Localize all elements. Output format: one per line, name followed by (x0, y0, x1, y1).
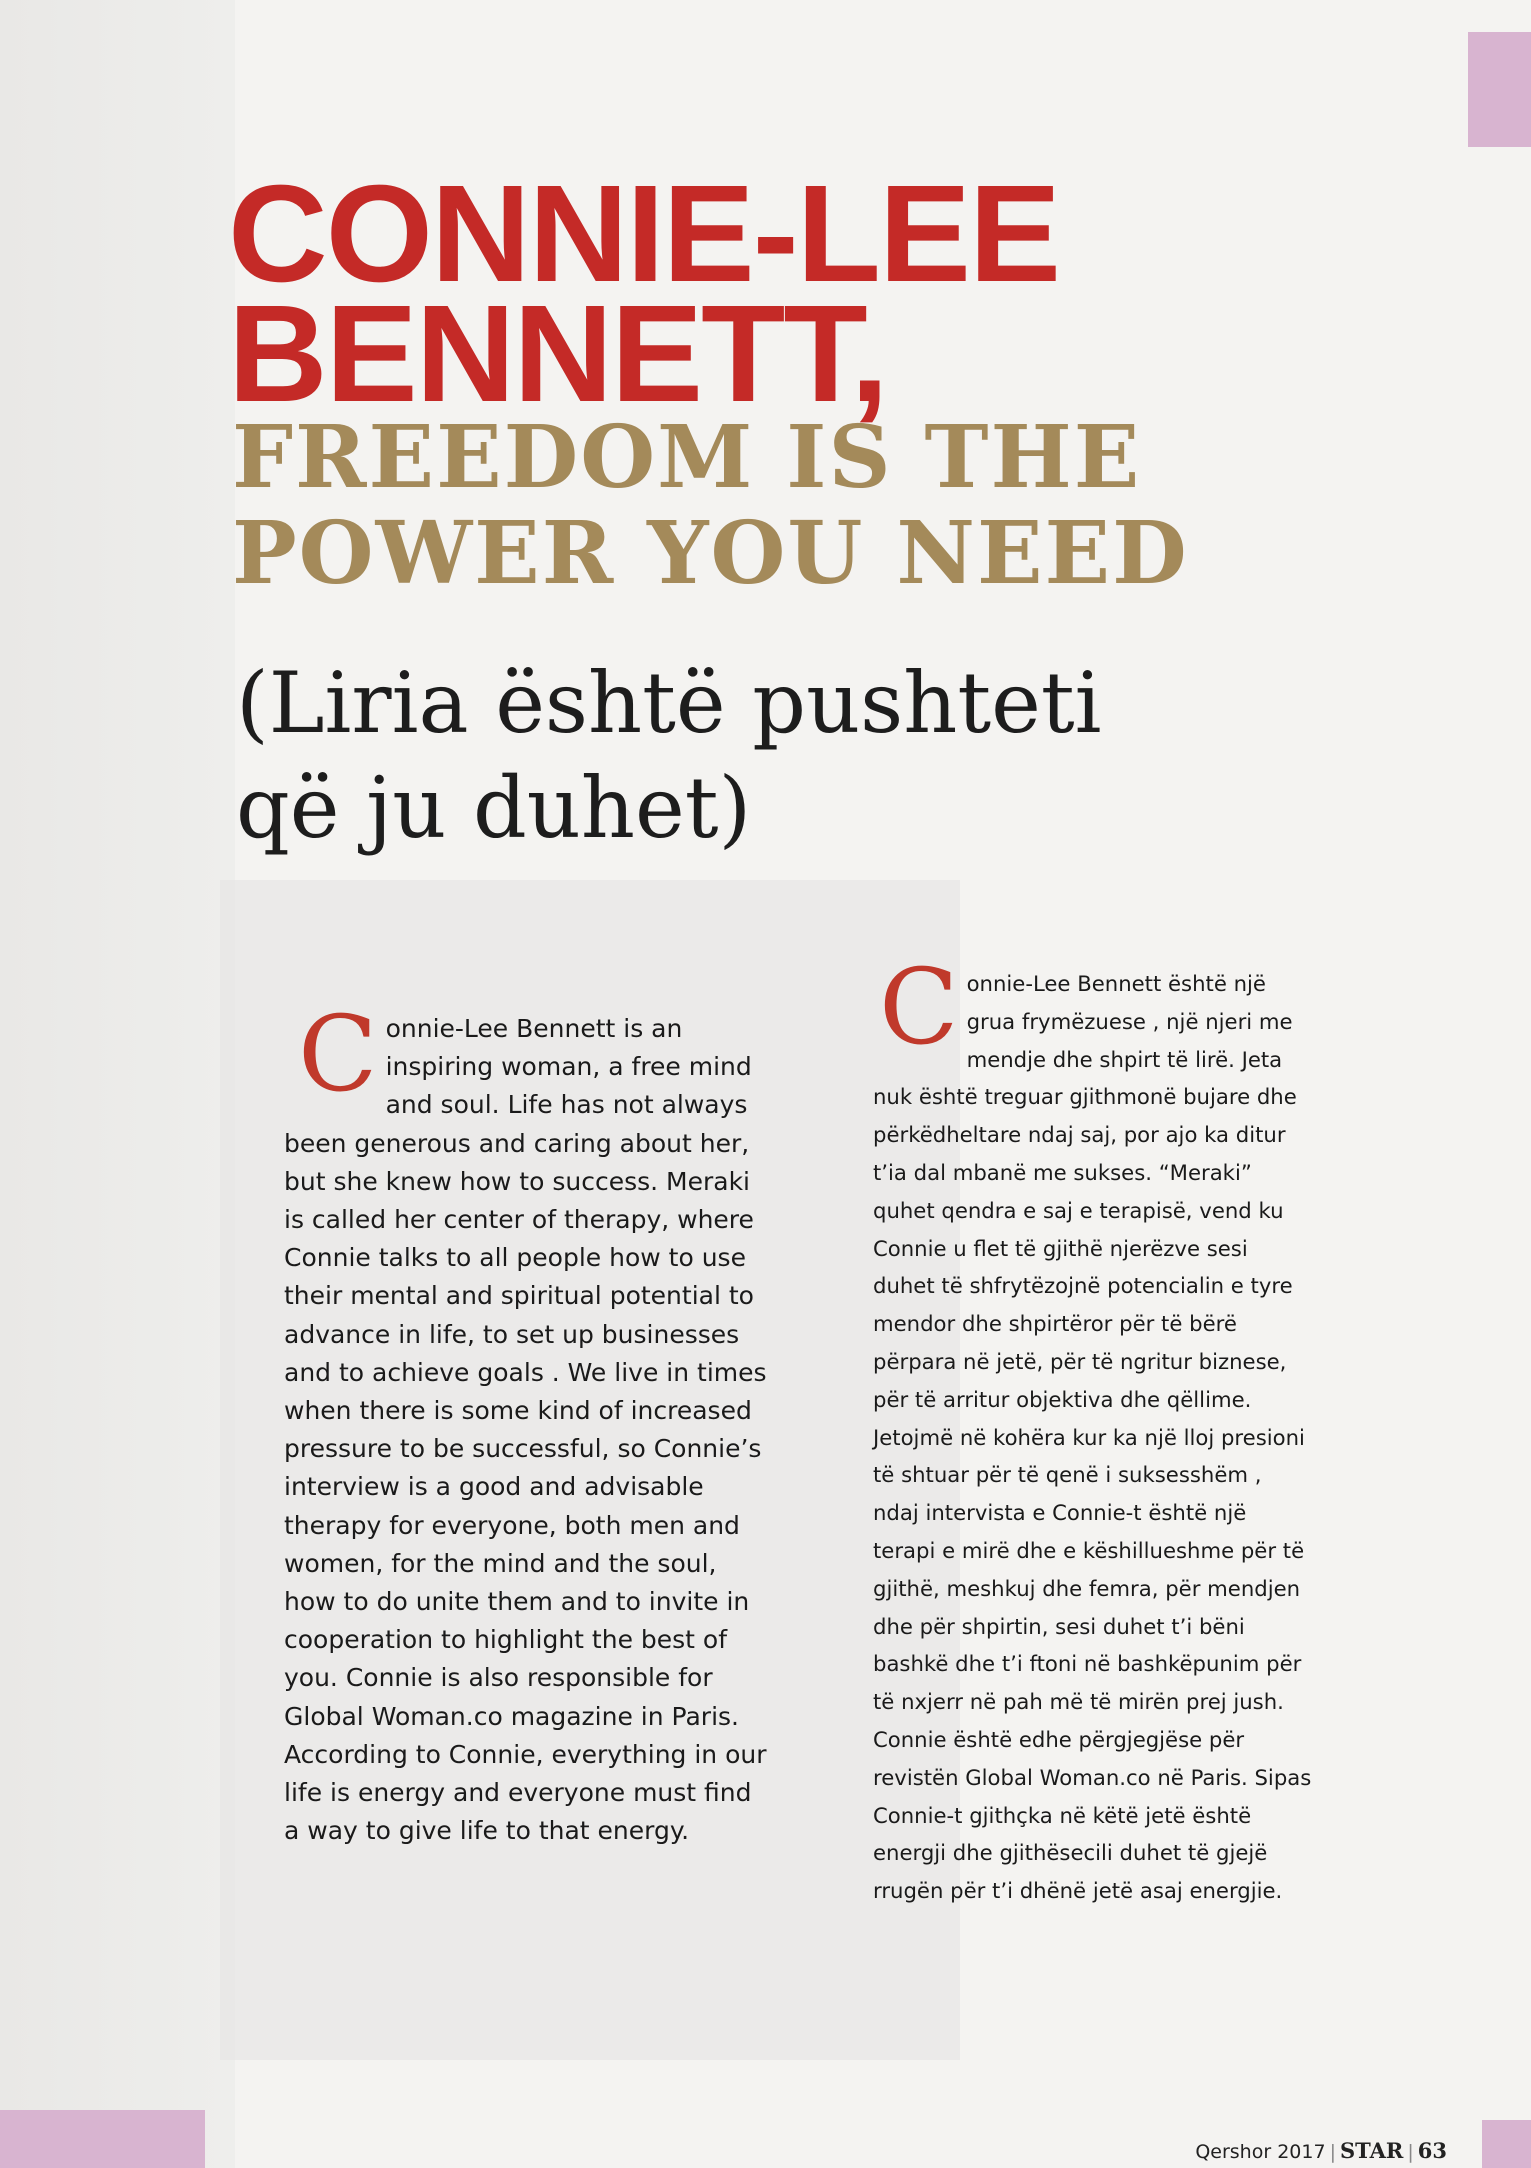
subtitle-line1: (Liria është pushteti (236, 654, 1102, 752)
dropcap: C (879, 946, 959, 1068)
divider: | (1329, 2141, 1336, 2163)
magazine-name: STAR (1339, 2138, 1404, 2163)
page-number: 63 (1417, 2138, 1447, 2163)
headline-line2: POWER YOU NEED (232, 503, 1189, 604)
divider: | (1407, 2141, 1414, 2163)
corner-accent-bottom-right (1482, 2120, 1531, 2168)
dropcap: C (298, 993, 378, 1115)
title-name-line1: CONNIE-LEE (228, 157, 1060, 311)
corner-accent-bottom-left (0, 2110, 205, 2168)
page-footer (1195, 2138, 1447, 2163)
article-albanian (873, 946, 1313, 1910)
article-albanian-text: onnie-Lee Bennett është një grua frymëzuese , një njeri me mendje dhe shpirt të lirë. Jeta nuk është treguar gjithmonë bujare dhe përkëdheltare ndaj saj, por ajo ka ditur t’ia dal mbanë me sukses. “Meraki” quhet qendra e saj e terapisë, vend ku Connie u flet të gjithë njerëzve sesi duhet të shfrytëzojnë potencialin e tyre mendor dhe shpirtëror për të bërë përpara në jetë, për të ngritur biznese, për të arritur objektiva dhe qëllime. Jetojmë në kohëra kur ka një lloj presioni të shtuar për të qenë i suksesshëm , ndaj intervista e Connie-t është një terapi e mirë dhe e këshillueshme për të gjithë, meshkuj dhe femra, për mendjen dhe për shpirtin, sesi duhet t’i bëni bashkë dhe t’i ftoni në bashkëpunim për të nxjerr në pah më të mirën prej jush. Connie është edhe përgjegjëse për revistën Global Woman.co në Paris. Sipas Connie-t gjithçka në këtë jetë është energji dhe gjithësecili duhet të gjejë rrugën për t’i dhënë jetë asaj energjie. (873, 971, 1312, 1904)
bleed-through-text-right (1325, 195, 1525, 2045)
subtitle-line2: që ju duhet) (236, 759, 752, 857)
headline-line1: FREEDOM IS THE (232, 407, 1142, 508)
issue-date: Qershor 2017 (1195, 2141, 1326, 2163)
article-english-text: onnie-Lee Bennett is an inspiring woman, a free mind and soul. Life has not always been generous and caring about her, but she knew how to success. Meraki is called her center of therapy, where Connie talks to all people how to use their mental and spiritual potential to advance in life, to set up businesses and to achieve goals . We live in times when there is some kind of increased pressure to be successful, so Connie’s interview is a good and advisable therapy for everyone, both men and women, for the mind and the soul, how to do unite them and to invite in cooperation to highlight the best of you. Connie is also responsible for Global Woman.co magazine in Paris. According to Connie, everything in our life is energy and everyone must find a way to give life to that energy. (284, 1014, 767, 1846)
corner-accent-top (1468, 32, 1531, 147)
article-english (284, 993, 774, 1850)
bleed-through-text-left (0, 195, 205, 1495)
title-name-line2: BENNETT, (228, 277, 887, 431)
